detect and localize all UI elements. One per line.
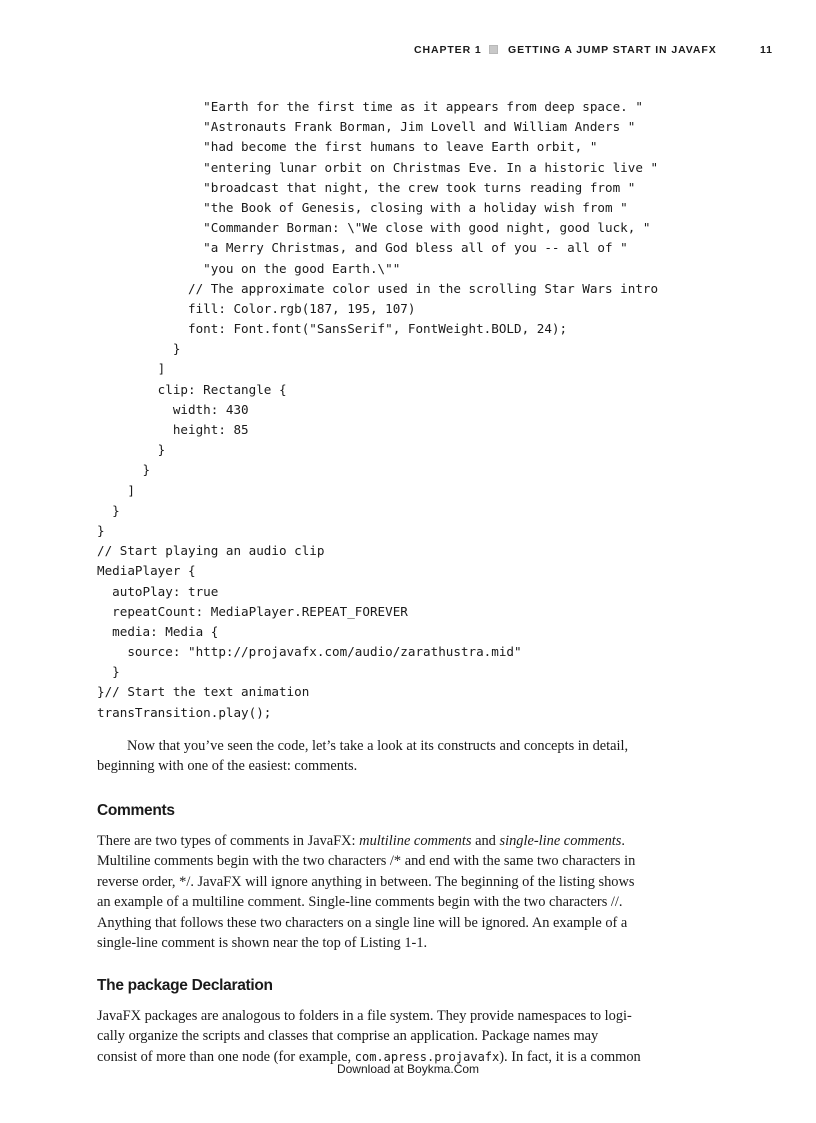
comments-paragraph-line: Anything that follows these two characters on a single line will be ignored. An example of a <box>97 914 628 931</box>
code-line: }// Start the text animation <box>97 684 310 700</box>
comments-paragraph-line <box>97 831 721 851</box>
intro-paragraph-line: beginning with one of the easiest: comments. <box>97 758 358 775</box>
code-line: } <box>97 522 105 538</box>
code-line: "the Book of Genesis, closing with a holiday wish from " <box>97 199 628 215</box>
text-segment: and <box>471 833 500 849</box>
code-line: // The approximate color used in the scrolling Star Wars intro <box>97 280 659 296</box>
code-line: "broadcast that night, the crew took turns reading from " <box>97 179 636 195</box>
comments-paragraph-line: single-line comment is shown near the top of Listing 1-1. <box>97 935 428 952</box>
header-separator-square <box>489 45 498 54</box>
code-line: } <box>97 442 166 458</box>
text-segment: ). In fact, it is a common <box>499 1048 641 1065</box>
inline-code-package-name: com.apress.projavafx <box>354 1049 500 1064</box>
code-line: } <box>97 664 120 680</box>
code-line: MediaPlayer { <box>97 563 196 579</box>
intro-paragraph <box>97 736 721 777</box>
code-line: "you on the good Earth.\"" <box>97 260 401 276</box>
comments-paragraph-line: Multiline comments begin with the two characters /* and end with the same two characters in <box>97 853 636 870</box>
code-line: repeatCount: MediaPlayer.REPEAT_FOREVER <box>97 603 408 619</box>
code-line: "Earth for the first time as it appears from deep space. " <box>97 99 643 114</box>
section-heading-comments: Comments <box>97 802 175 819</box>
code-line: autoPlay: true <box>97 583 219 599</box>
text-segment: There are two types of comments in JavaFX: <box>97 833 360 849</box>
code-line: // Start playing an audio clip <box>97 543 325 559</box>
package-paragraph <box>97 1006 721 1067</box>
code-line: "Commander Borman: \"We close with good night, good luck, " <box>97 220 651 236</box>
code-line: clip: Rectangle { <box>97 381 287 397</box>
download-watermark: Download at Boykma.Com <box>336 1062 480 1076</box>
code-line: } <box>97 462 151 478</box>
code-line: "a Merry Christmas, and God bless all of you -- all of " <box>97 240 628 256</box>
emphasis-multiline-comments: multiline comments <box>359 833 472 849</box>
code-line: "Astronauts Frank Borman, Jim Lovell and William Anders " <box>97 119 636 135</box>
code-line: } <box>97 502 120 518</box>
package-paragraph-line: cally organize the scripts and classes that comprise an application. Package names may <box>97 1028 599 1045</box>
code-line: "entering lunar orbit on Christmas Eve. In a historic live " <box>97 159 659 175</box>
comments-paragraph-line: an example of a multiline comment. Single-line comments begin with the two characters //. <box>97 894 623 911</box>
code-line: } <box>97 341 181 357</box>
code-line: ] <box>97 361 166 377</box>
text-segment: consist of more than one node (for example, <box>97 1048 355 1065</box>
package-paragraph-line: JavaFX packages are analogous to folders in a file system. They provide namespaces to logi- <box>97 1008 632 1024</box>
code-line: source: "http://projavafx.com/audio/zarathustra.mid" <box>97 644 522 660</box>
code-line: height: 85 <box>97 422 249 437</box>
comments-paragraph <box>97 831 721 953</box>
chapter-title: GETTING A JUMP START IN JAVAFX <box>508 44 717 56</box>
emphasis-single-line-comments: single-line comments <box>499 833 622 849</box>
text-segment: . <box>621 833 625 849</box>
code-line: fill: Color.rgb(187, 195, 107) <box>97 300 416 316</box>
code-line: transTransition.play(); <box>97 704 272 720</box>
code-line: media: Media { <box>97 623 219 639</box>
page-number: 11 <box>760 44 773 56</box>
code-line: font: Font.font("SansSerif", FontWeight.BOLD, 24); <box>97 321 568 337</box>
comments-paragraph-line: reverse order, */. JavaFX will ignore anything in between. The beginning of the listing shows <box>97 873 635 890</box>
code-line: ] <box>97 482 135 498</box>
code-line: "had become the first humans to leave Earth orbit, " <box>97 139 598 155</box>
code-line: width: 430 <box>97 401 249 417</box>
chapter-label: CHAPTER 1 <box>414 44 482 56</box>
section-heading-package-declaration: The package Declaration <box>97 977 273 994</box>
running-header <box>0 42 816 58</box>
code-listing <box>97 97 658 723</box>
intro-paragraph-line: Now that you’ve seen the code, let’s take a look at its constructs and concepts in detail, <box>127 738 629 754</box>
